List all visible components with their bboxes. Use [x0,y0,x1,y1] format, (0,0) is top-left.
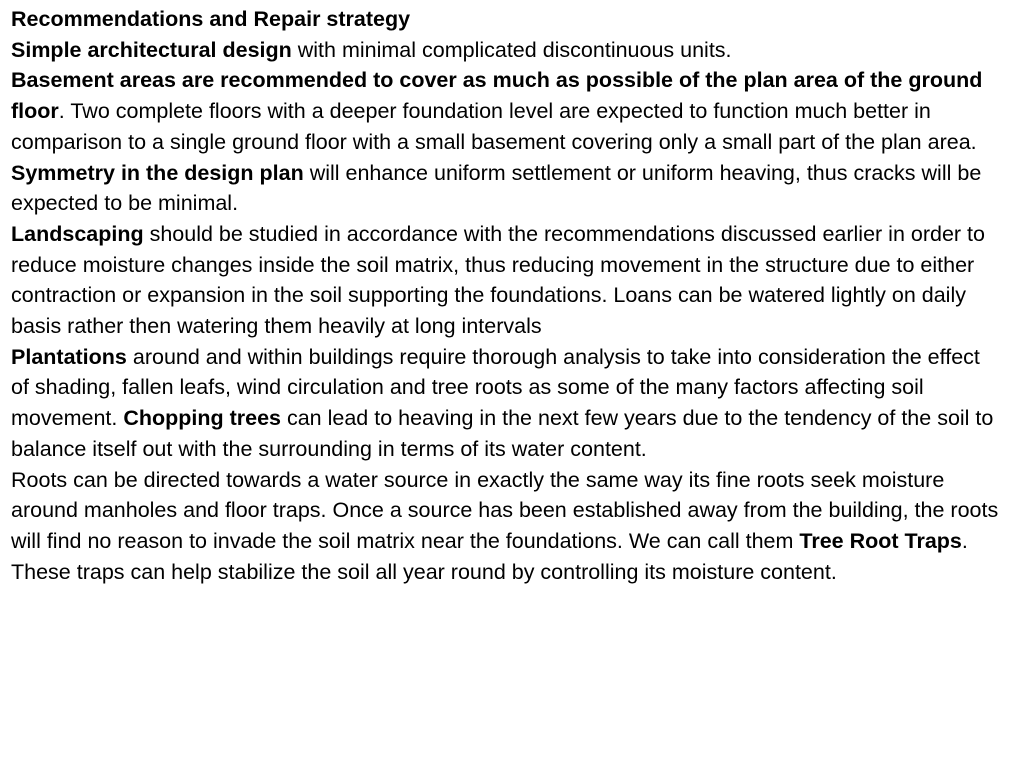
paragraph-landscaping [11,219,1001,342]
paragraph-text: can lead to heaving in the next few years due to the tendency of the soil to balance itself out with the surrounding in terms of its water content. [11,406,994,461]
paragraph-symmetry [11,158,1001,219]
paragraph-basement-areas [11,65,1001,157]
bold-term: Landscaping [11,221,144,246]
slide-text-body [11,4,1001,587]
bold-term: Symmetry in the design plan [11,160,304,185]
paragraph-simple-design [11,35,1001,66]
paragraph-text: should be studied in accordance with the recommendations discussed earlier in order to reduce moisture changes inside the soil matrix, thus reducing movement in the structure due to either contraction or expansion in the soil supporting the foundations. Loans can be watered lightly on daily basis rather then watering them heavily at long intervals [11,221,985,339]
paragraph-text: will enhance uniform settlement or uniform heaving, thus cracks will be expected to be minimal. [11,160,982,216]
slide-heading [11,4,1001,35]
paragraph-text: with minimal complicated discontinuous units. [291,37,732,62]
bold-term: Basement areas are recommended to cover as much as possible of the plan area of the ground floor [11,68,983,124]
bold-term: Tree Root Traps [799,528,962,553]
paragraph-tree-root-traps [11,465,1001,588]
paragraph-text: around and within buildings require thorough analysis to take into consideration the effect of shading, fallen leafs, wind circulation and tree roots as some of the many factors affecting soil movement. [11,344,980,431]
paragraph-text: Roots can be directed towards a water source in exactly the same way its fine roots seek moisture around manholes and floor traps. Once a source has been established away from the building, the roots will find no reason to invade the soil matrix near the foundations. We can call them [11,467,999,553]
bold-term: Plantations [11,344,127,369]
heading-text: Recommendations and Repair strategy [11,7,411,31]
bold-term: Simple architectural design [11,37,292,62]
bold-term: Chopping trees [123,406,281,431]
paragraph-text: . Two complete floors with a deeper foundation level are expected to function much better in comparison to a single ground floor with a small basement covering only a small part of the plan area. [11,99,977,154]
paragraph-plantations [11,342,1001,465]
paragraph-text: . These traps can help stabilize the soil all year round by controlling its moisture content. [11,528,968,584]
